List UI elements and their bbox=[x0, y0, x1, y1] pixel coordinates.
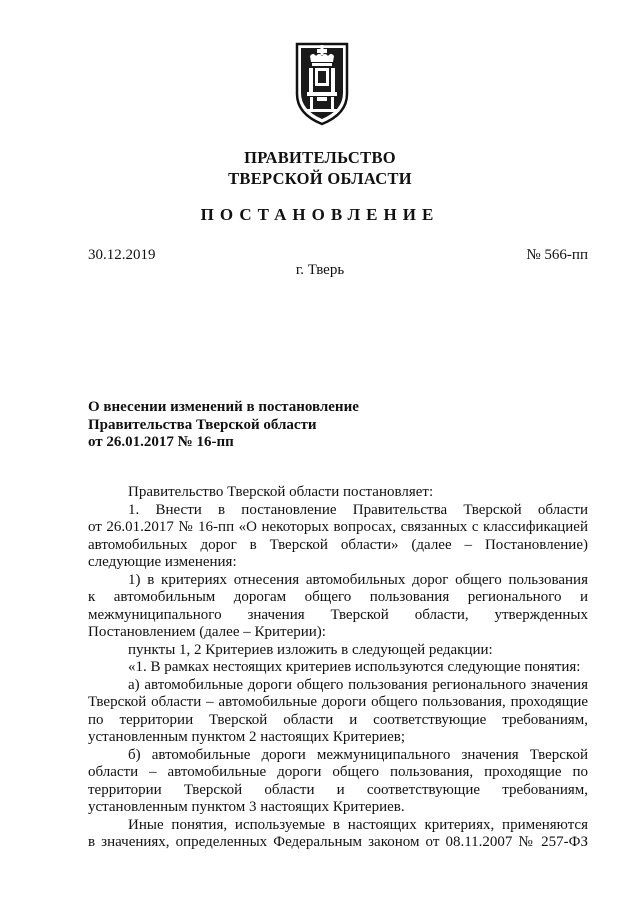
body-line: Постановлением (далее – Критерии): bbox=[88, 624, 326, 640]
document-city: г. Тверь bbox=[295, 262, 345, 278]
document-title bbox=[88, 399, 359, 452]
paragraph-quote-start bbox=[88, 659, 588, 677]
body-line: Правительство Тверской области постановляет: bbox=[128, 484, 434, 500]
body-line: б) автомобильные дороги межмуниципального значения Тверской bbox=[128, 746, 588, 763]
paragraph-other-terms bbox=[88, 817, 588, 852]
body-line: межмуниципального значения Тверской области, утвержденных bbox=[88, 606, 588, 623]
paragraph-item-1 bbox=[88, 502, 588, 572]
body-line: а) автомобильные дороги общего пользования регионального значения bbox=[128, 676, 588, 693]
body-line: 1) в критериях отнесения автомобильных дорог общего пользования bbox=[128, 571, 588, 588]
title-line-1: О внесении изменений в постановление bbox=[88, 399, 359, 415]
title-line-3: от 26.01.2017 № 16-пп bbox=[88, 434, 234, 450]
organization-line-2: ТВЕРСКОЙ ОБЛАСТИ bbox=[228, 169, 412, 188]
body-line: 1. Внести в постановление Правительства Тверской области bbox=[128, 501, 588, 518]
paragraph-subitem-1 bbox=[88, 572, 588, 642]
coat-of-arms-emblem bbox=[293, 40, 351, 126]
paragraph-definition-b bbox=[88, 747, 588, 817]
body-line: по территории Тверской области и соответствующие требованиям, bbox=[88, 711, 588, 728]
paragraph-points bbox=[88, 642, 588, 660]
organization-line-1: ПРАВИТЕЛЬСТВО bbox=[244, 148, 396, 167]
body-line: к автомобильным дорогам общего пользования регионального и bbox=[88, 589, 588, 605]
body-line: Иные понятия, используемые в настоящих критериях, применяются bbox=[128, 816, 588, 833]
document-body bbox=[88, 484, 588, 852]
organization-name bbox=[0, 147, 640, 189]
body-line: в значениях, определенных Федеральным законом от 08.11.2007 № 257-ФЗ bbox=[88, 834, 588, 850]
body-line: территории Тверской области и соответствующие требованиям, bbox=[88, 781, 588, 798]
document-number: № 566-пп bbox=[526, 247, 588, 263]
body-line: установленным пунктом 3 настоящих Критериев. bbox=[88, 799, 405, 815]
body-line: следующие изменения: bbox=[88, 554, 237, 570]
body-line: области – автомобильные дороги общего пользования, проходящие по bbox=[88, 764, 588, 780]
body-line: пункты 1, 2 Критериев изложить в следующей редакции: bbox=[128, 641, 493, 658]
paragraph-preamble bbox=[88, 484, 588, 502]
document-type: ПОСТАНОВЛЕНИЕ bbox=[200, 205, 440, 224]
document-date: 30.12.2019 bbox=[88, 247, 156, 263]
paragraph-definition-a bbox=[88, 677, 588, 747]
title-line-2: Правительства Тверской области bbox=[88, 416, 317, 433]
body-line: Тверской области – автомобильные дороги общего пользования, проходящие bbox=[88, 694, 588, 710]
body-line: установленным пунктом 2 настоящих Критериев; bbox=[88, 729, 406, 745]
body-line: «1. В рамках нестоящих критериев используются следующие понятия: bbox=[128, 659, 581, 675]
body-line: от 26.01.2017 № 16-пп «О некоторых вопросах, связанных с классификацией bbox=[88, 519, 588, 535]
body-line: автомобильных дорог в Тверской области» (далее – Постановление) bbox=[88, 536, 588, 553]
